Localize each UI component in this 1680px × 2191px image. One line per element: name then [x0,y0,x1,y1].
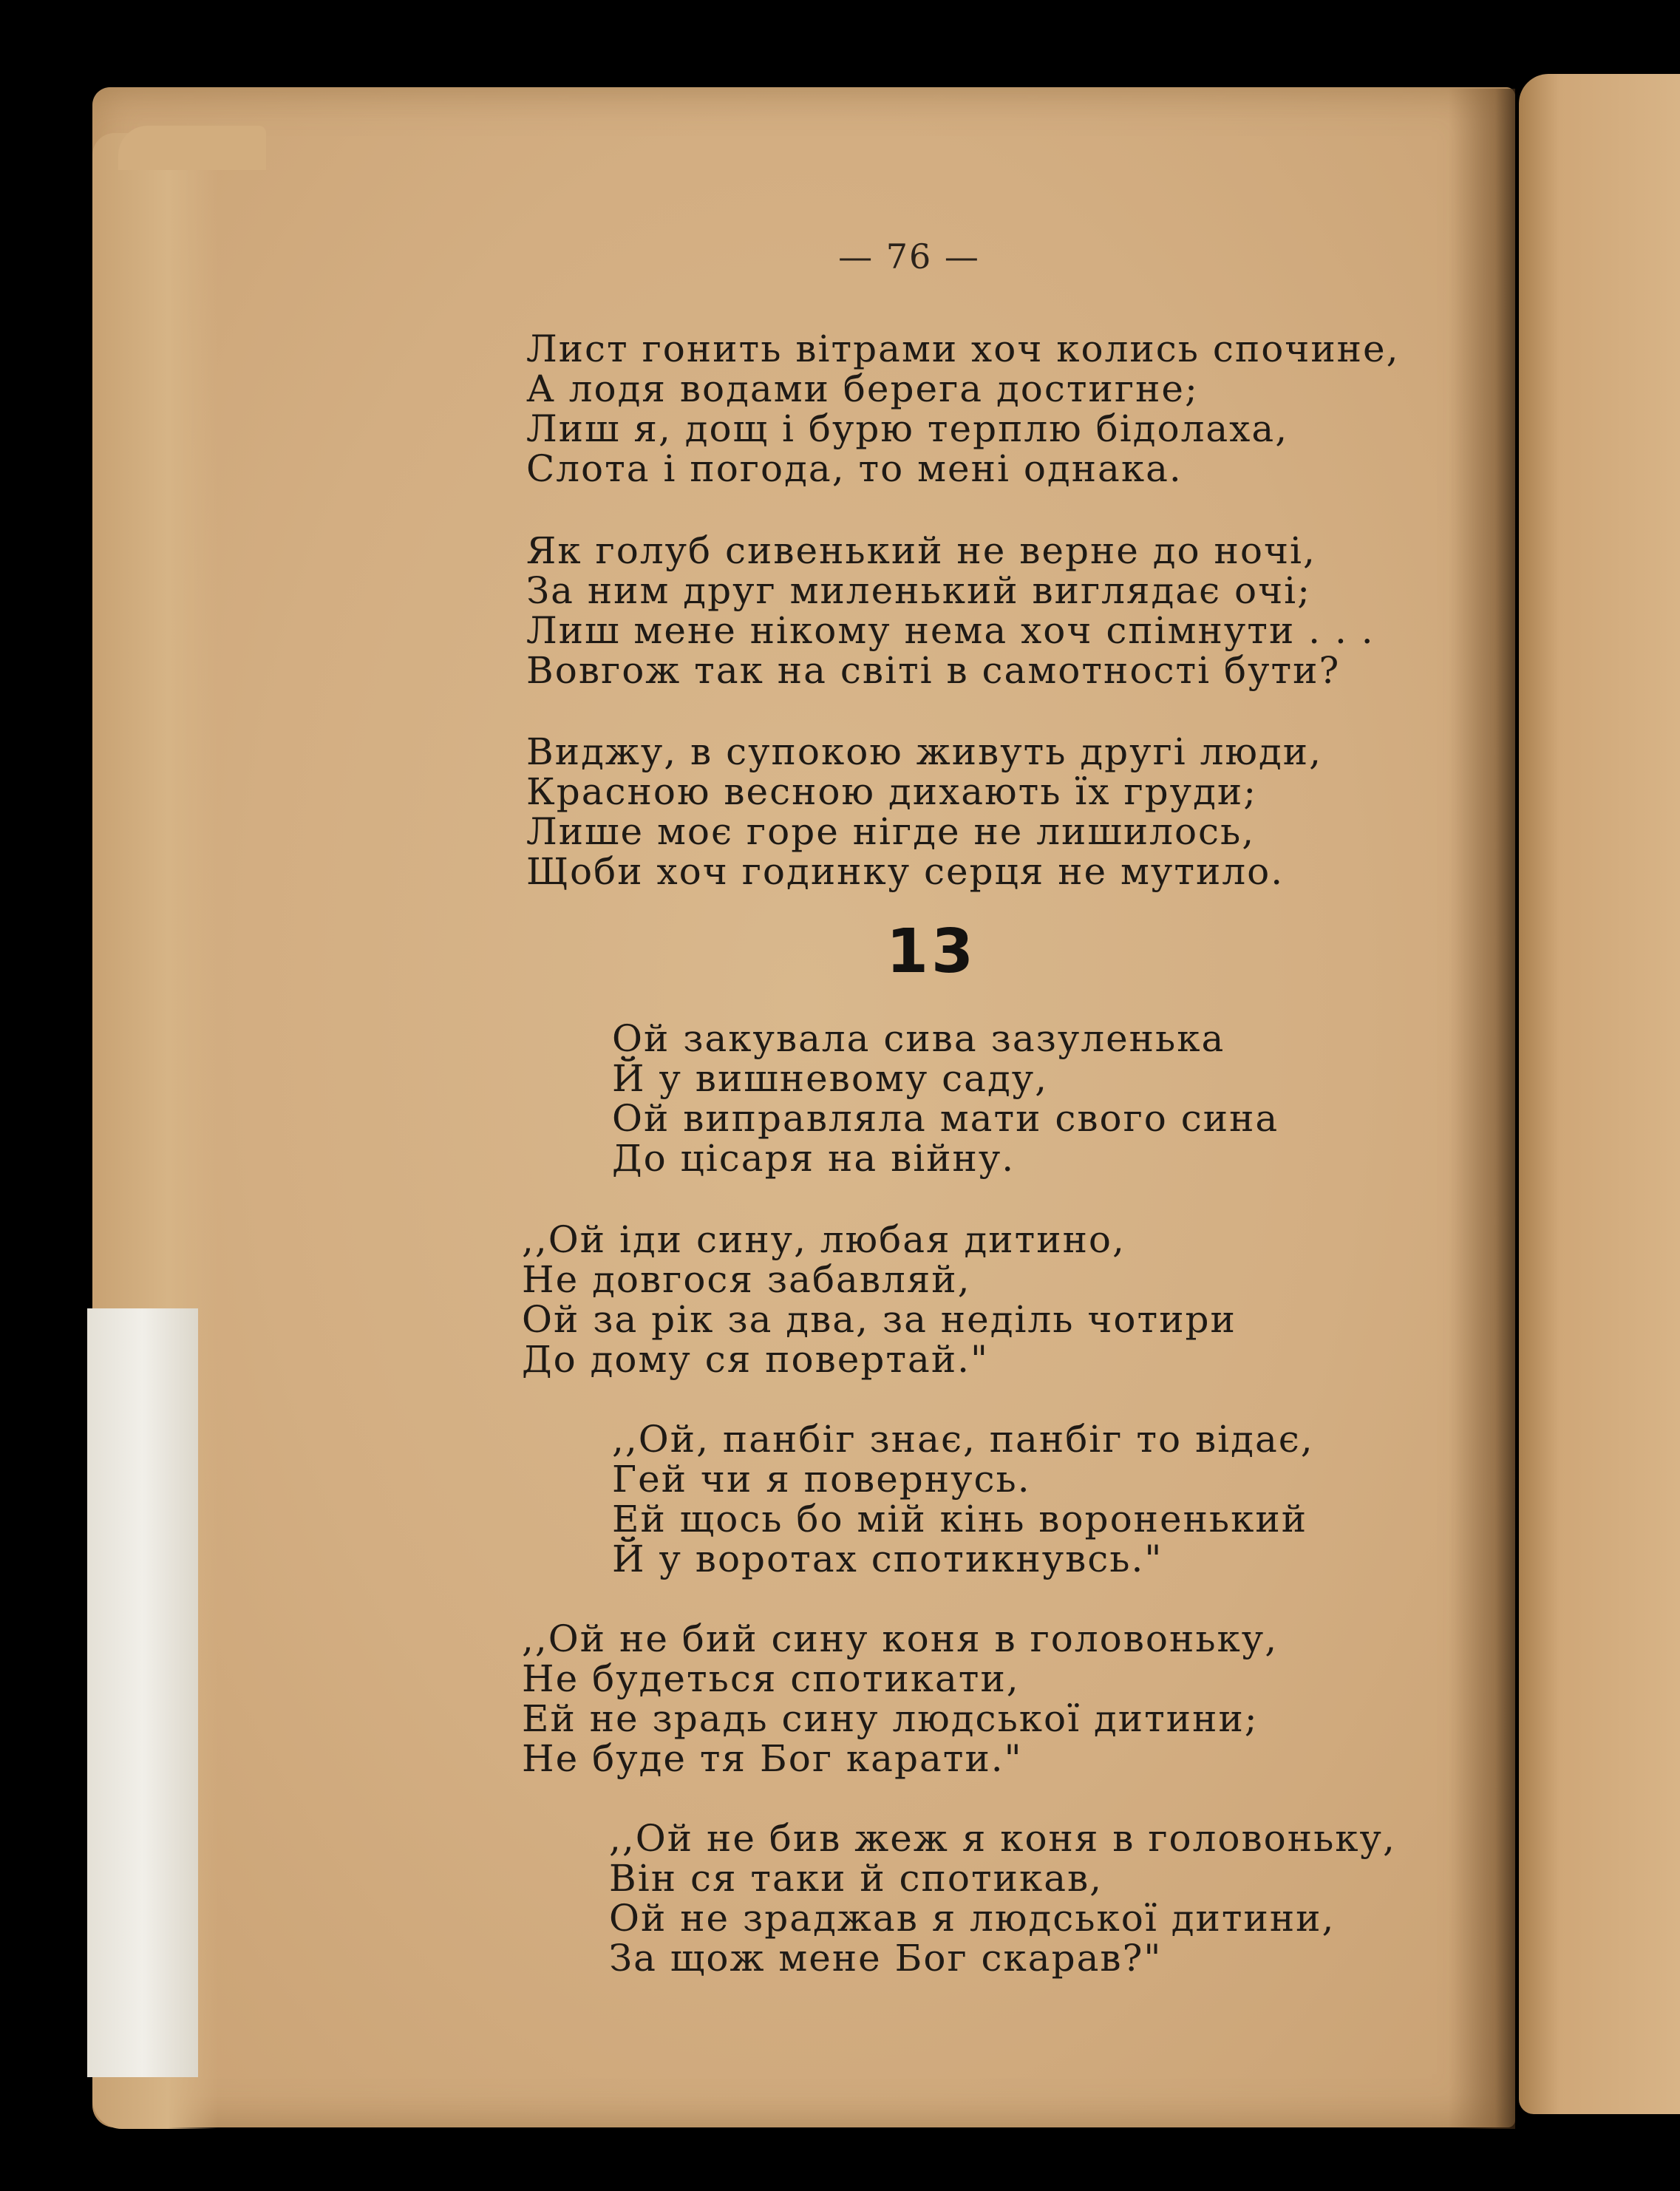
stanza [526,329,1400,489]
poem-line: За щож мене Бог скарав?" [609,1937,1163,1980]
stanza [612,1019,1279,1178]
poem-line: Лише моє горе нігде не лишилось, [526,810,1256,853]
poem-line: А лодя водами берега достигне; [526,367,1199,410]
stanza [522,1220,1237,1379]
poem-line: Красною весною дихають їх груди; [526,770,1258,813]
stanza [612,1419,1314,1579]
page-number: — 76 — [838,237,980,276]
poem-line: Лиш я, дощ і бурю терплю бідолаха, [526,407,1289,450]
poem-line: Ой закувала сива зазуленька [612,1017,1225,1060]
poem-line: Як голуб сивенький не верне до ночі, [526,529,1316,572]
poem-line: Ой виправляла мати свого сина [612,1097,1279,1140]
stanza [526,732,1322,891]
poem-line: Не буде тя Бог карати." [522,1737,1023,1780]
poem-line: Не будеться спотикати, [522,1657,1020,1700]
poem-line: Лиш мене нікому нема хоч спімнути . . . [526,609,1375,652]
poem-line: Він ся таки й спотикав, [609,1857,1103,1900]
poem-line: До цісаря на війну. [612,1137,1016,1180]
poem-line: Щоби хоч годинку серця не мутило. [526,850,1285,893]
poem-line: Не довгося забавляй, [522,1258,971,1301]
stanza [522,1619,1278,1779]
poem-line: Й у вишневому саду, [612,1057,1049,1100]
poem-line: До дому ся повертай." [522,1338,990,1381]
poem-line: ,,Ой не бий сину коня в головоньку, [522,1617,1279,1660]
poem-line: За ним друг миленький виглядає очі; [526,569,1311,612]
stanza [526,531,1375,690]
poem-line: Ей не зрадь сину людської дитини; [522,1697,1259,1740]
poem-line: ,,Ой не бив жеж я коня в головоньку, [609,1817,1396,1860]
poem-line: Й у воротах спотикнувсь." [612,1538,1163,1580]
stanza [609,1818,1396,1978]
poem-line: Слота і погода, то мені однака. [526,447,1183,490]
poem-line: Лист гонить вітрами хоч колись спочине, [526,327,1400,370]
poem-line: ,,Ой іди сину, любая дитино, [522,1218,1126,1261]
poem-line: Ой за рік за два, за неділь чотири [522,1298,1237,1341]
poem-line: Вовгож так на світі в самотності бути? [526,649,1341,692]
poem-line: Виджу, в супокою живуть другі люди, [526,730,1322,773]
poem-number: 13 [885,917,977,987]
poem-line: Гей чи я повернусь. [612,1458,1031,1501]
poem-line: Ей щось бо мій кінь вороненький [612,1498,1308,1541]
poem-line: ,,Ой, панбіг знає, панбіг то відає, [612,1418,1314,1461]
poem-line: Ой не зраджав я людської дитини, [609,1897,1336,1940]
